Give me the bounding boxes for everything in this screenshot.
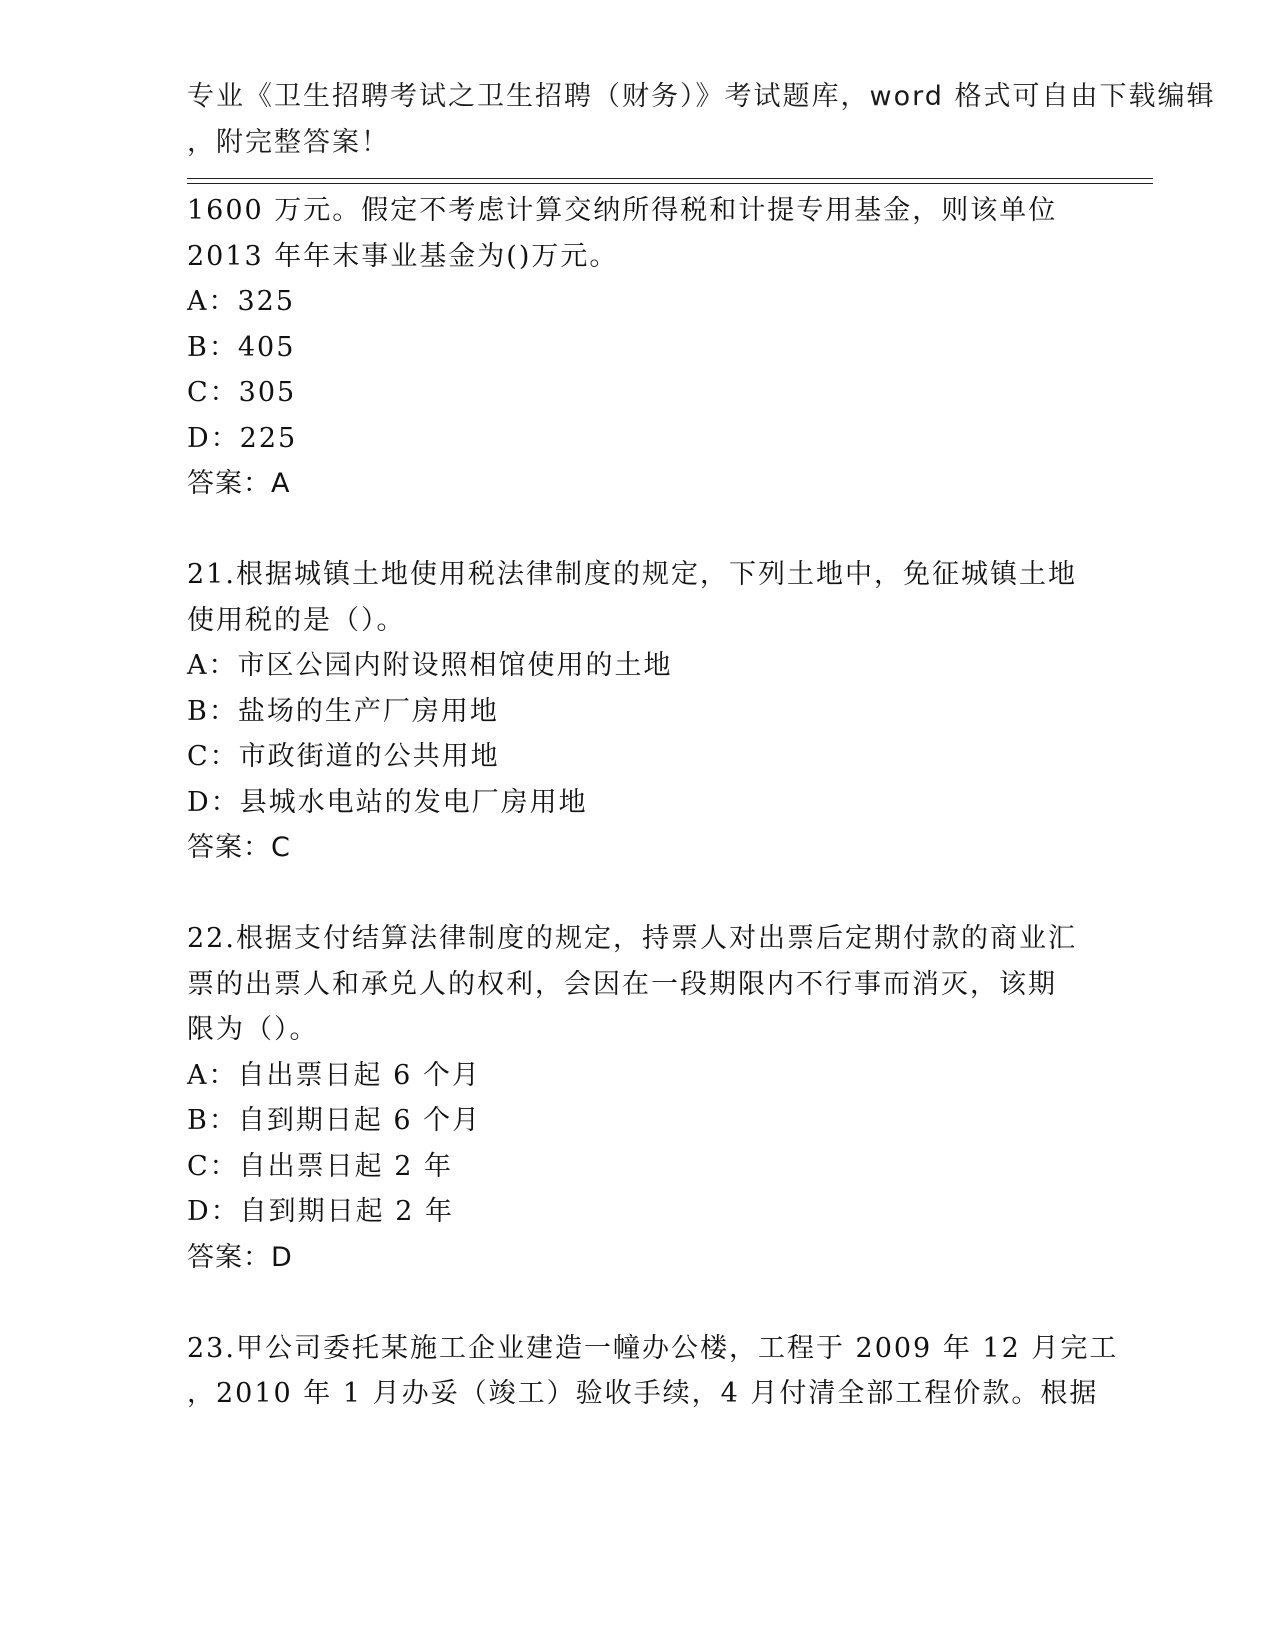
spacer: [187, 871, 1167, 917]
question-text-line: 23.甲公司委托某施工企业建造一幢办公楼，工程于 2009 年 12 月完工: [187, 1332, 1119, 1364]
option-a: A：自出票日起 6 个月: [187, 1059, 481, 1091]
option-c: C：305: [187, 377, 297, 408]
question-text-line: 限为（）。: [187, 1014, 319, 1045]
question-text-line: 1600 万元。假定不考虑计算交纳所得税和计提专用基金，则该单位: [187, 195, 1058, 226]
option-d: D：自到期日起 2 年: [187, 1196, 454, 1227]
option-b: B：盐场的生产厂房用地: [187, 695, 499, 727]
document-header: [187, 74, 1216, 165]
answer-label: 答案：A: [187, 468, 291, 499]
option-d: D：225: [187, 422, 298, 454]
question-text-line: 21.根据城镇土地使用税法律制度的规定，下列土地中，免征城镇土地: [187, 559, 1077, 590]
question-text-line: 2013 年年末事业基金为()万元。: [187, 240, 619, 272]
option-a: A：325: [187, 286, 296, 317]
question-21: [187, 552, 1167, 871]
question-text-line: 使用税的是（）。: [187, 604, 406, 636]
answer-label: 答案：C: [187, 832, 291, 863]
question-list: [187, 188, 1167, 1417]
answer-label: 答案：D: [187, 1241, 293, 1273]
option-d: D：县城水电站的发电厂房用地: [187, 786, 588, 818]
question-text-line: ，2010 年 1 月办妥（竣工）验收手续，4 月付清全部工程价款。根据: [187, 1378, 1099, 1409]
spacer: [187, 1280, 1167, 1326]
spacer: [187, 507, 1167, 553]
header-line-2: ，附完整答案！: [187, 126, 390, 158]
question-23: [187, 1326, 1167, 1417]
option-b: B：405: [187, 331, 296, 363]
option-b: B：自到期日起 6 个月: [187, 1105, 482, 1136]
question-20-continuation: [187, 188, 1167, 507]
option-a: A：市区公园内附设照相馆使用的土地: [187, 650, 673, 681]
header-divider-bottom: [187, 183, 1153, 184]
header-line-1: 专业《卫生招聘考试之卫生招聘（财务）》考试题库，word 格式可自由下载编辑: [187, 81, 1216, 112]
header-divider-top: [187, 178, 1153, 179]
option-c: C：市政街道的公共用地: [187, 741, 500, 772]
question-22: [187, 916, 1167, 1280]
option-c: C：自出票日起 2 年: [187, 1150, 454, 1182]
question-text-line: 22.根据支付结算法律制度的规定，持票人对出票后定期付款的商业汇: [187, 923, 1077, 954]
question-text-line: 票的出票人和承兑人的权利，会因在一段期限内不行事而消灭，该期: [187, 968, 1057, 1000]
